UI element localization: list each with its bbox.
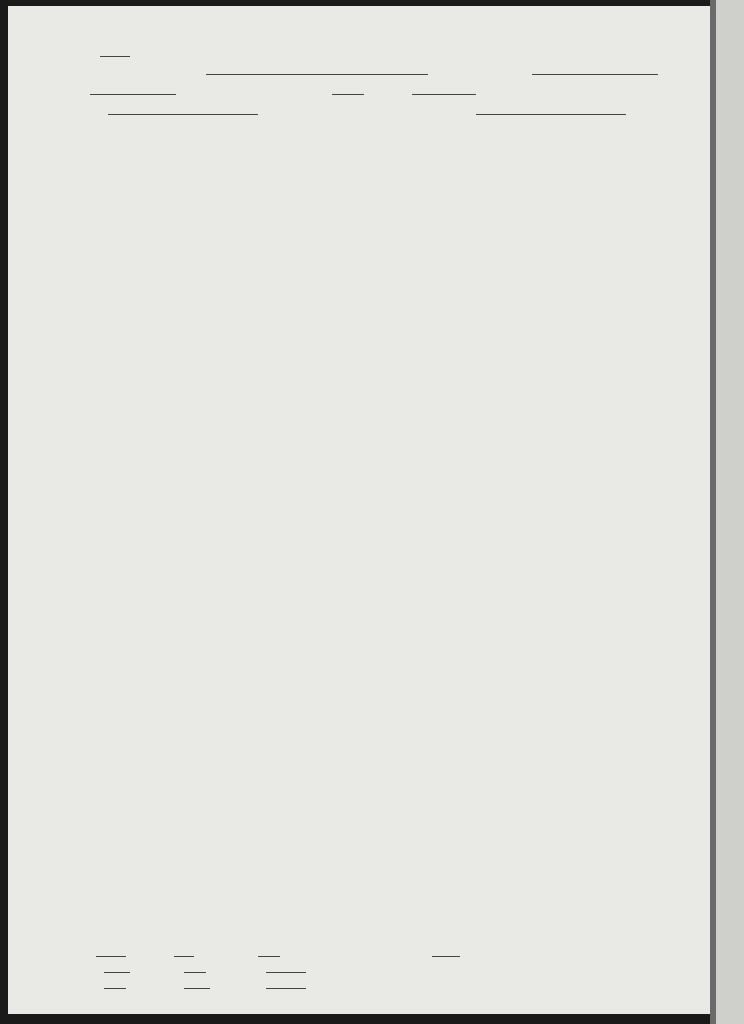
col1-heading xyxy=(41,132,51,204)
col8-heading xyxy=(358,142,370,206)
footer-blind xyxy=(266,982,306,991)
footer-colored-males xyxy=(184,966,206,975)
footer-white-females xyxy=(174,950,194,959)
col14-heading xyxy=(563,132,577,206)
footer-families xyxy=(104,966,130,975)
footer-females xyxy=(266,966,306,975)
footer-col-females xyxy=(184,982,210,991)
census-sheet xyxy=(8,6,710,1014)
col9-heading xyxy=(394,142,406,206)
col20-heading xyxy=(681,140,697,206)
footer-insane xyxy=(432,950,460,959)
footer-dwellings xyxy=(96,950,126,959)
col19-heading xyxy=(663,140,673,206)
col6-heading xyxy=(227,142,239,206)
footer-white-males xyxy=(104,982,126,991)
col11-heading xyxy=(508,142,518,206)
footer-males-foreign xyxy=(258,950,280,959)
col5-heading xyxy=(211,142,223,206)
col15-heading xyxy=(581,132,591,206)
col13-heading xyxy=(542,132,556,206)
col16-heading xyxy=(595,144,603,206)
col17-heading xyxy=(605,144,613,206)
page-gutter xyxy=(710,0,716,1024)
adjacent-page-edge xyxy=(710,0,744,1024)
col2-heading xyxy=(58,132,68,204)
col12-heading xyxy=(524,142,534,206)
col4-heading xyxy=(195,142,207,206)
